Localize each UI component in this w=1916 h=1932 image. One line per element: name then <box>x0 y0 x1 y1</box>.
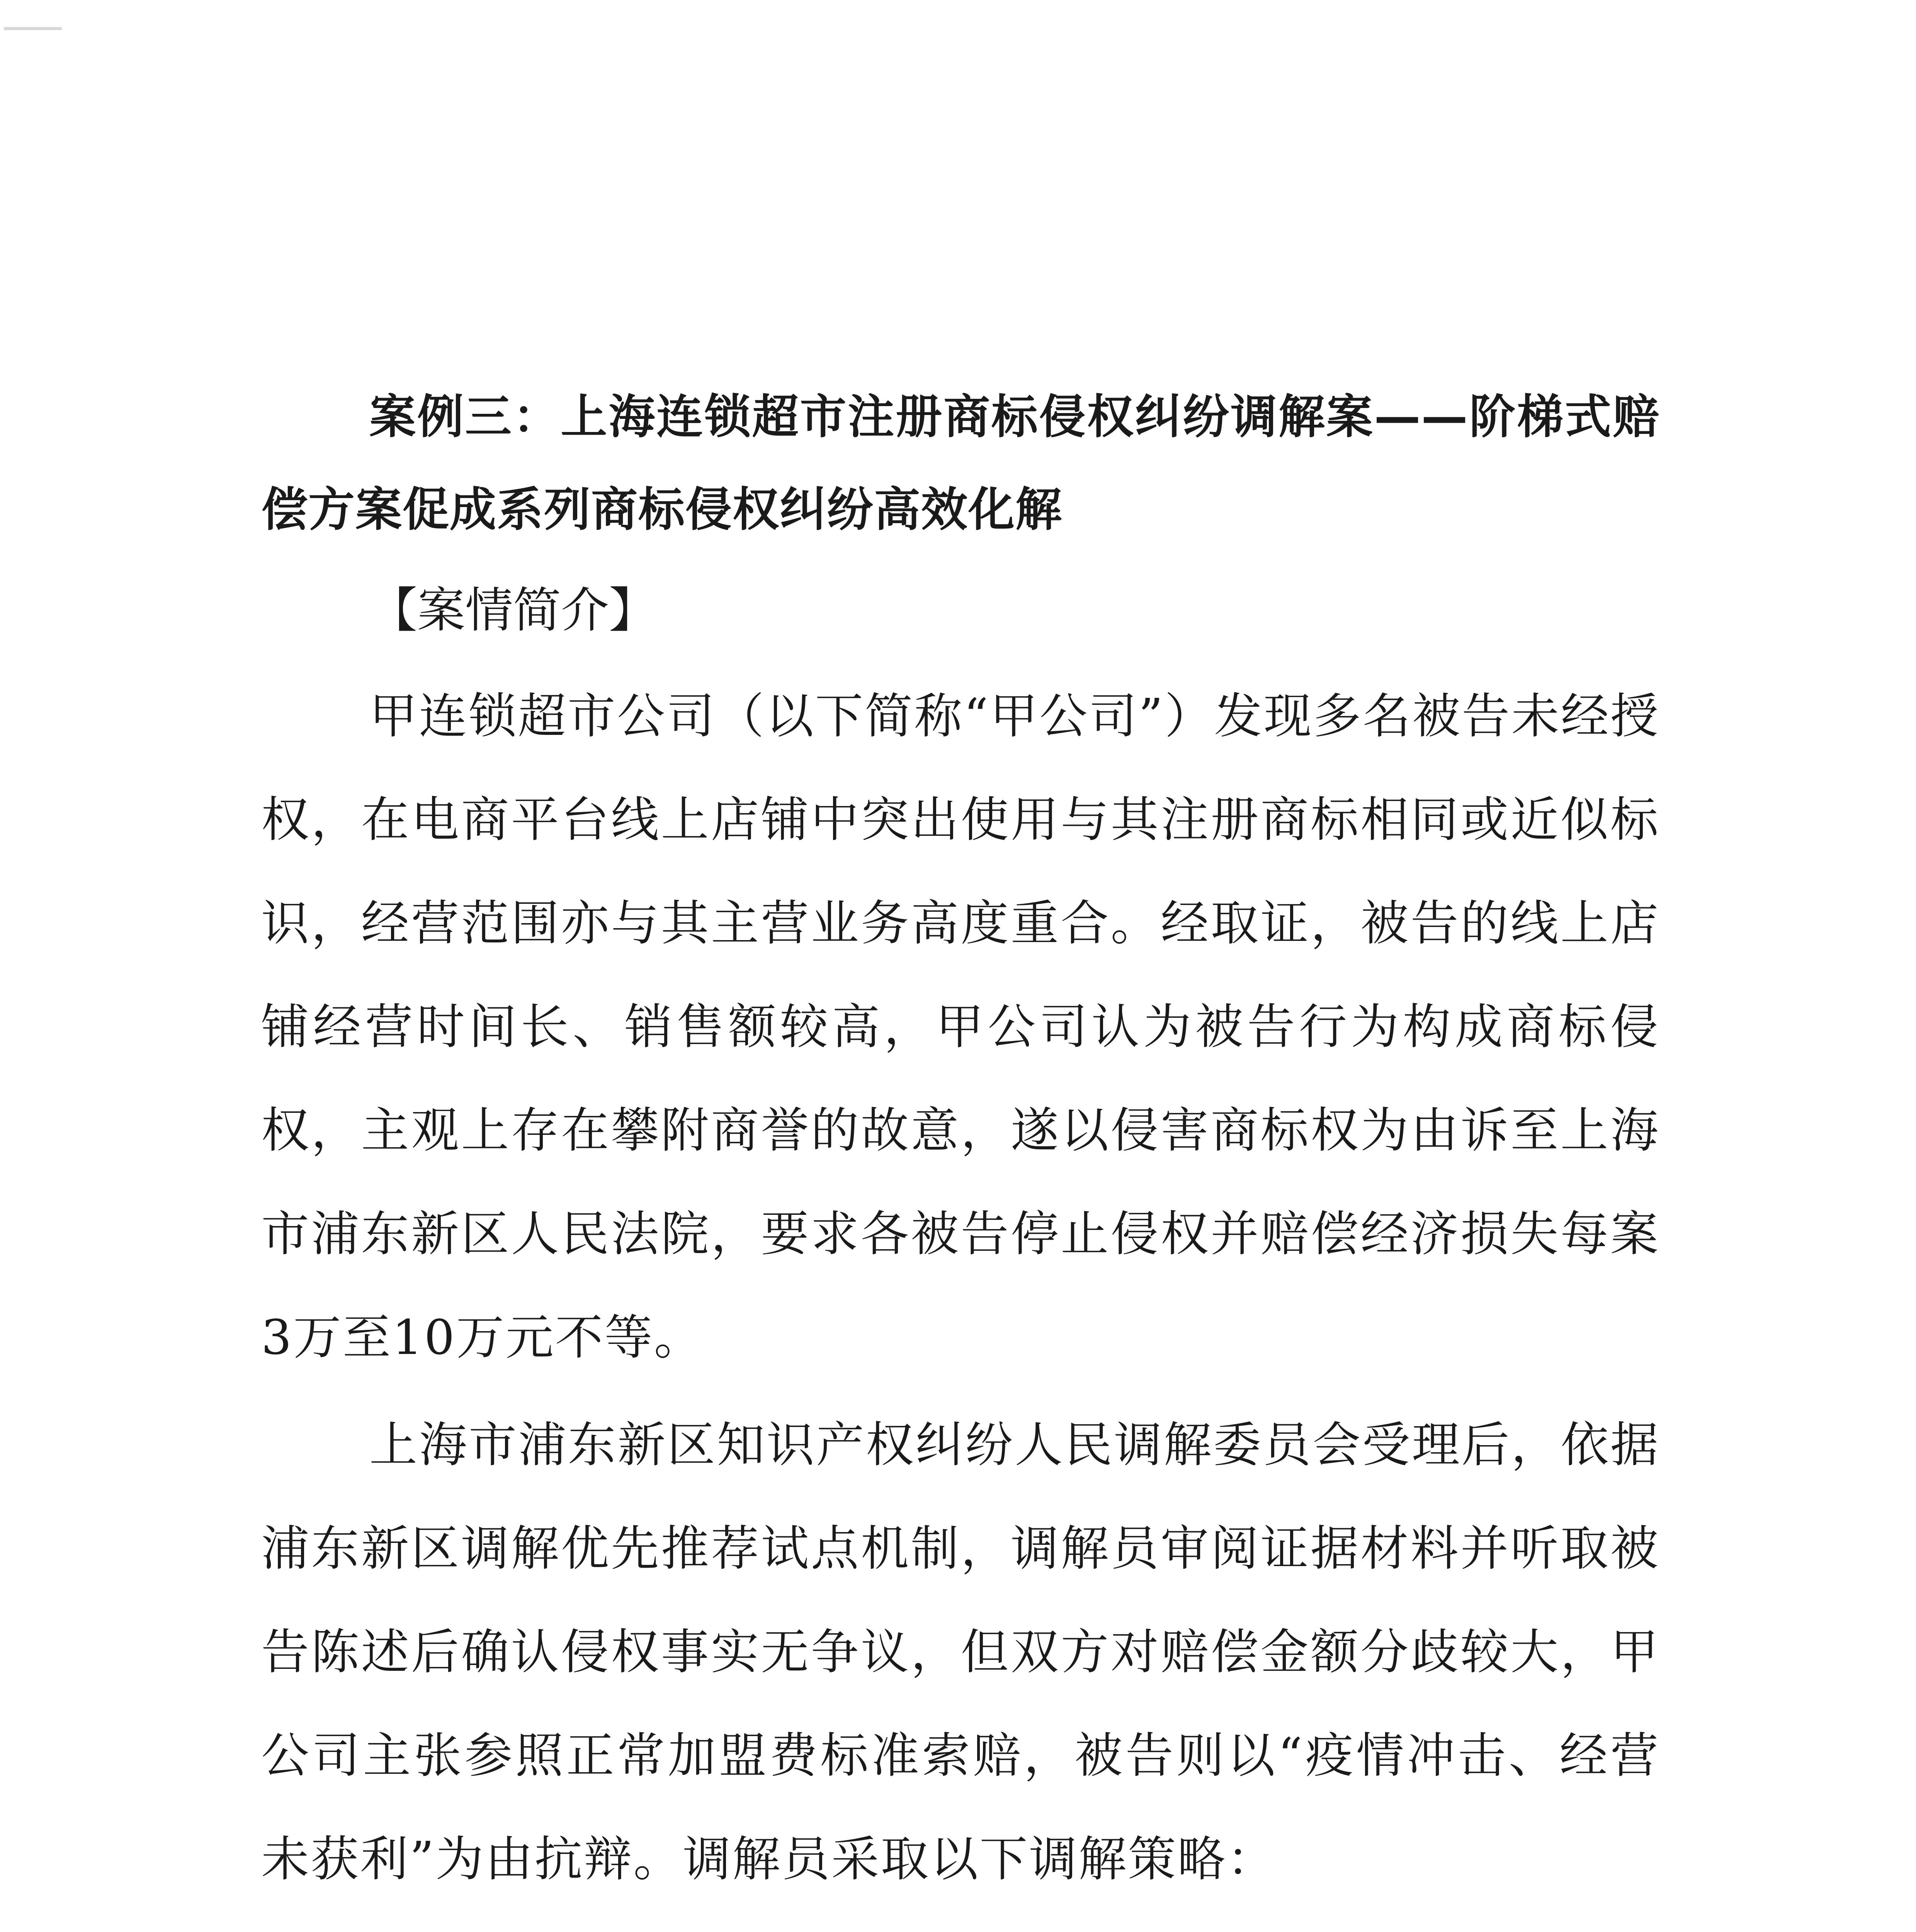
case-title: 案例三：上海连锁超市注册商标侵权纠纷调解案——阶梯式赔偿方案促成系列商标侵权纠纷高效化解 <box>261 390 1660 537</box>
paragraph-3 <box>261 1915 1660 1932</box>
paragraph-2: 上海市浦东新区知识产权纠纷人民调解委员会受理后，依据浦东新区调解优先推荐试点机制，调解员审阅证据材料并听取被告陈述后确认侵权事实无争议，但双方对赔偿金额分歧较大，甲公司主张参照正常加盟费标准索赔，被告则以“疫情冲击、经营未获利”为由抗辩。调解员采取以下调解策略： <box>261 1417 1660 1887</box>
scan-corner-mark <box>4 27 62 30</box>
paragraph-1: 甲连锁超市公司（以下简称“甲公司”）发现多名被告未经授权，在电商平台线上店铺中突出使用与其注册商标相同或近似标识，经营范围亦与其主营业务高度重合。经取证，被告的线上店铺经营时间长、销售额较高，甲公司认为被告行为构成商标侵权，主观上存在攀附商誉的故意，遂以侵害商标权为由诉至上海市浦东新区人民法院，要求各被告停止侵权并赔偿经济损失每案3万至10万元不等。 <box>261 689 1660 1366</box>
section-heading: 【案情简介】 <box>369 583 657 638</box>
document-body <box>261 371 1660 1932</box>
